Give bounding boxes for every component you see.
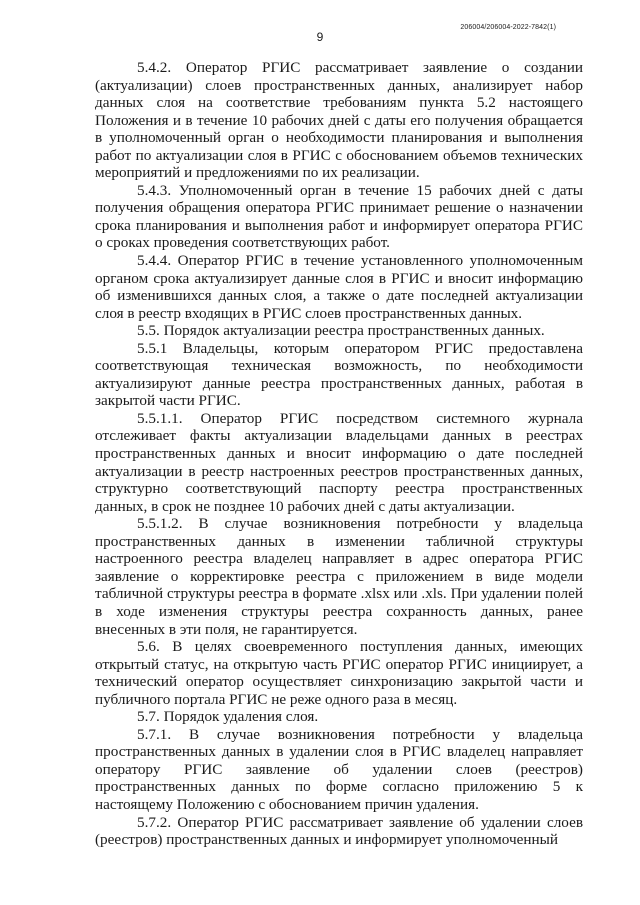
page-number: 9 (316, 30, 324, 44)
paragraph-5-4-2: 5.4.2. Оператор РГИС рассматривает заявление о создании (актуализации) слоев пространственных данных, анализирует набор данных слоя на соответствие требованиям пункта 5.2 настоящего Положения и в течение 10 рабочих дней с даты его получения обращается в уполномоченный орган о необходимости планирования и выполнения работ по актуализации слоя в РГИС с обоснованием объемов технических мероприятий и предложениями по их реализации. (95, 59, 583, 182)
paragraph-5-7-1: 5.7.1. В случае возникновения потребности у владельца пространственных данных в удалении слоя в РГИС владелец направляет оператору РГИС заявление об удалении слоев (реестров) пространственных данных по форме согласно приложению 5 к настоящему Положению с обоснованием причин удаления. (95, 725, 583, 813)
paragraph-5-4-4: 5.4.4. Оператор РГИС в течение установленного уполномоченным органом срока актуализирует данные слоя в РГИС и вносит информацию об изменившихся данных слоя, а также о дате последней актуализации слоя в реестр входящих в РГИС слоев пространственных данных. (95, 252, 583, 322)
section-heading-5-7: 5.7. Порядок удаления слоя. (137, 708, 319, 726)
section-heading-5-5: 5.5. Порядок актуализации реестра пространственных данных. (137, 322, 545, 340)
paragraph-5-5-1-2: 5.5.1.2. В случае возникновения потребности у владельца пространственных данных в изменении табличной структуры настроенного реестра владелец направляет в адрес оператора РГИС заявление о корректировке реестра с приложением в виде модели табличной структуры реестра в формате .xlsx или .xls. При удалении полей в ходе изменения структуры реестра сохранность данных, ранее внесенных в эти поля, не гарантируется. (95, 515, 583, 638)
paragraph-5-7-2: 5.7.2. Оператор РГИС рассматривает заявление об удалении слоев (реестров) пространственных данных и информирует уполномоченный (95, 813, 583, 849)
paragraph-5-5-1: 5.5.1 Владельцы, которым оператором РГИС предоставлена соответствующая техническая возможность, по необходимости актуализируют данные реестра пространственных данных, работая в закрытой части РГИС. (95, 339, 583, 410)
document-id: 206004/206004-2022-7842(1) (460, 24, 556, 31)
paragraph-5-4-3: 5.4.3. Уполномоченный орган в течение 15 рабочих дней с даты получения обращения оператора РГИС принимает решение о назначении срока планирования и выполнения работ и информирует оператора РГИС о сроках проведения соответствующих работ. (95, 181, 583, 252)
document-body (95, 59, 583, 849)
paragraph-5-6: 5.6. В целях своевременного поступления данных, имеющих открытый статус, на открытую часть РГИС оператор РГИС инициирует, а технический оператор осуществляет синхронизацию закрытой части и публичного портала РГИС не реже одного раза в месяц. (95, 638, 583, 708)
paragraph-5-5-1-1: 5.5.1.1. Оператор РГИС посредством системного журнала отслеживает факты актуализации владельцами данных в реестрах пространственных данных и вносит информацию о дате последней актуализации в реестр настроенных реестров пространственных данных, структурно соответствующий паспорту реестра пространственных данных, в срок не позднее 10 рабочих дней с даты актуализации. (95, 409, 583, 515)
